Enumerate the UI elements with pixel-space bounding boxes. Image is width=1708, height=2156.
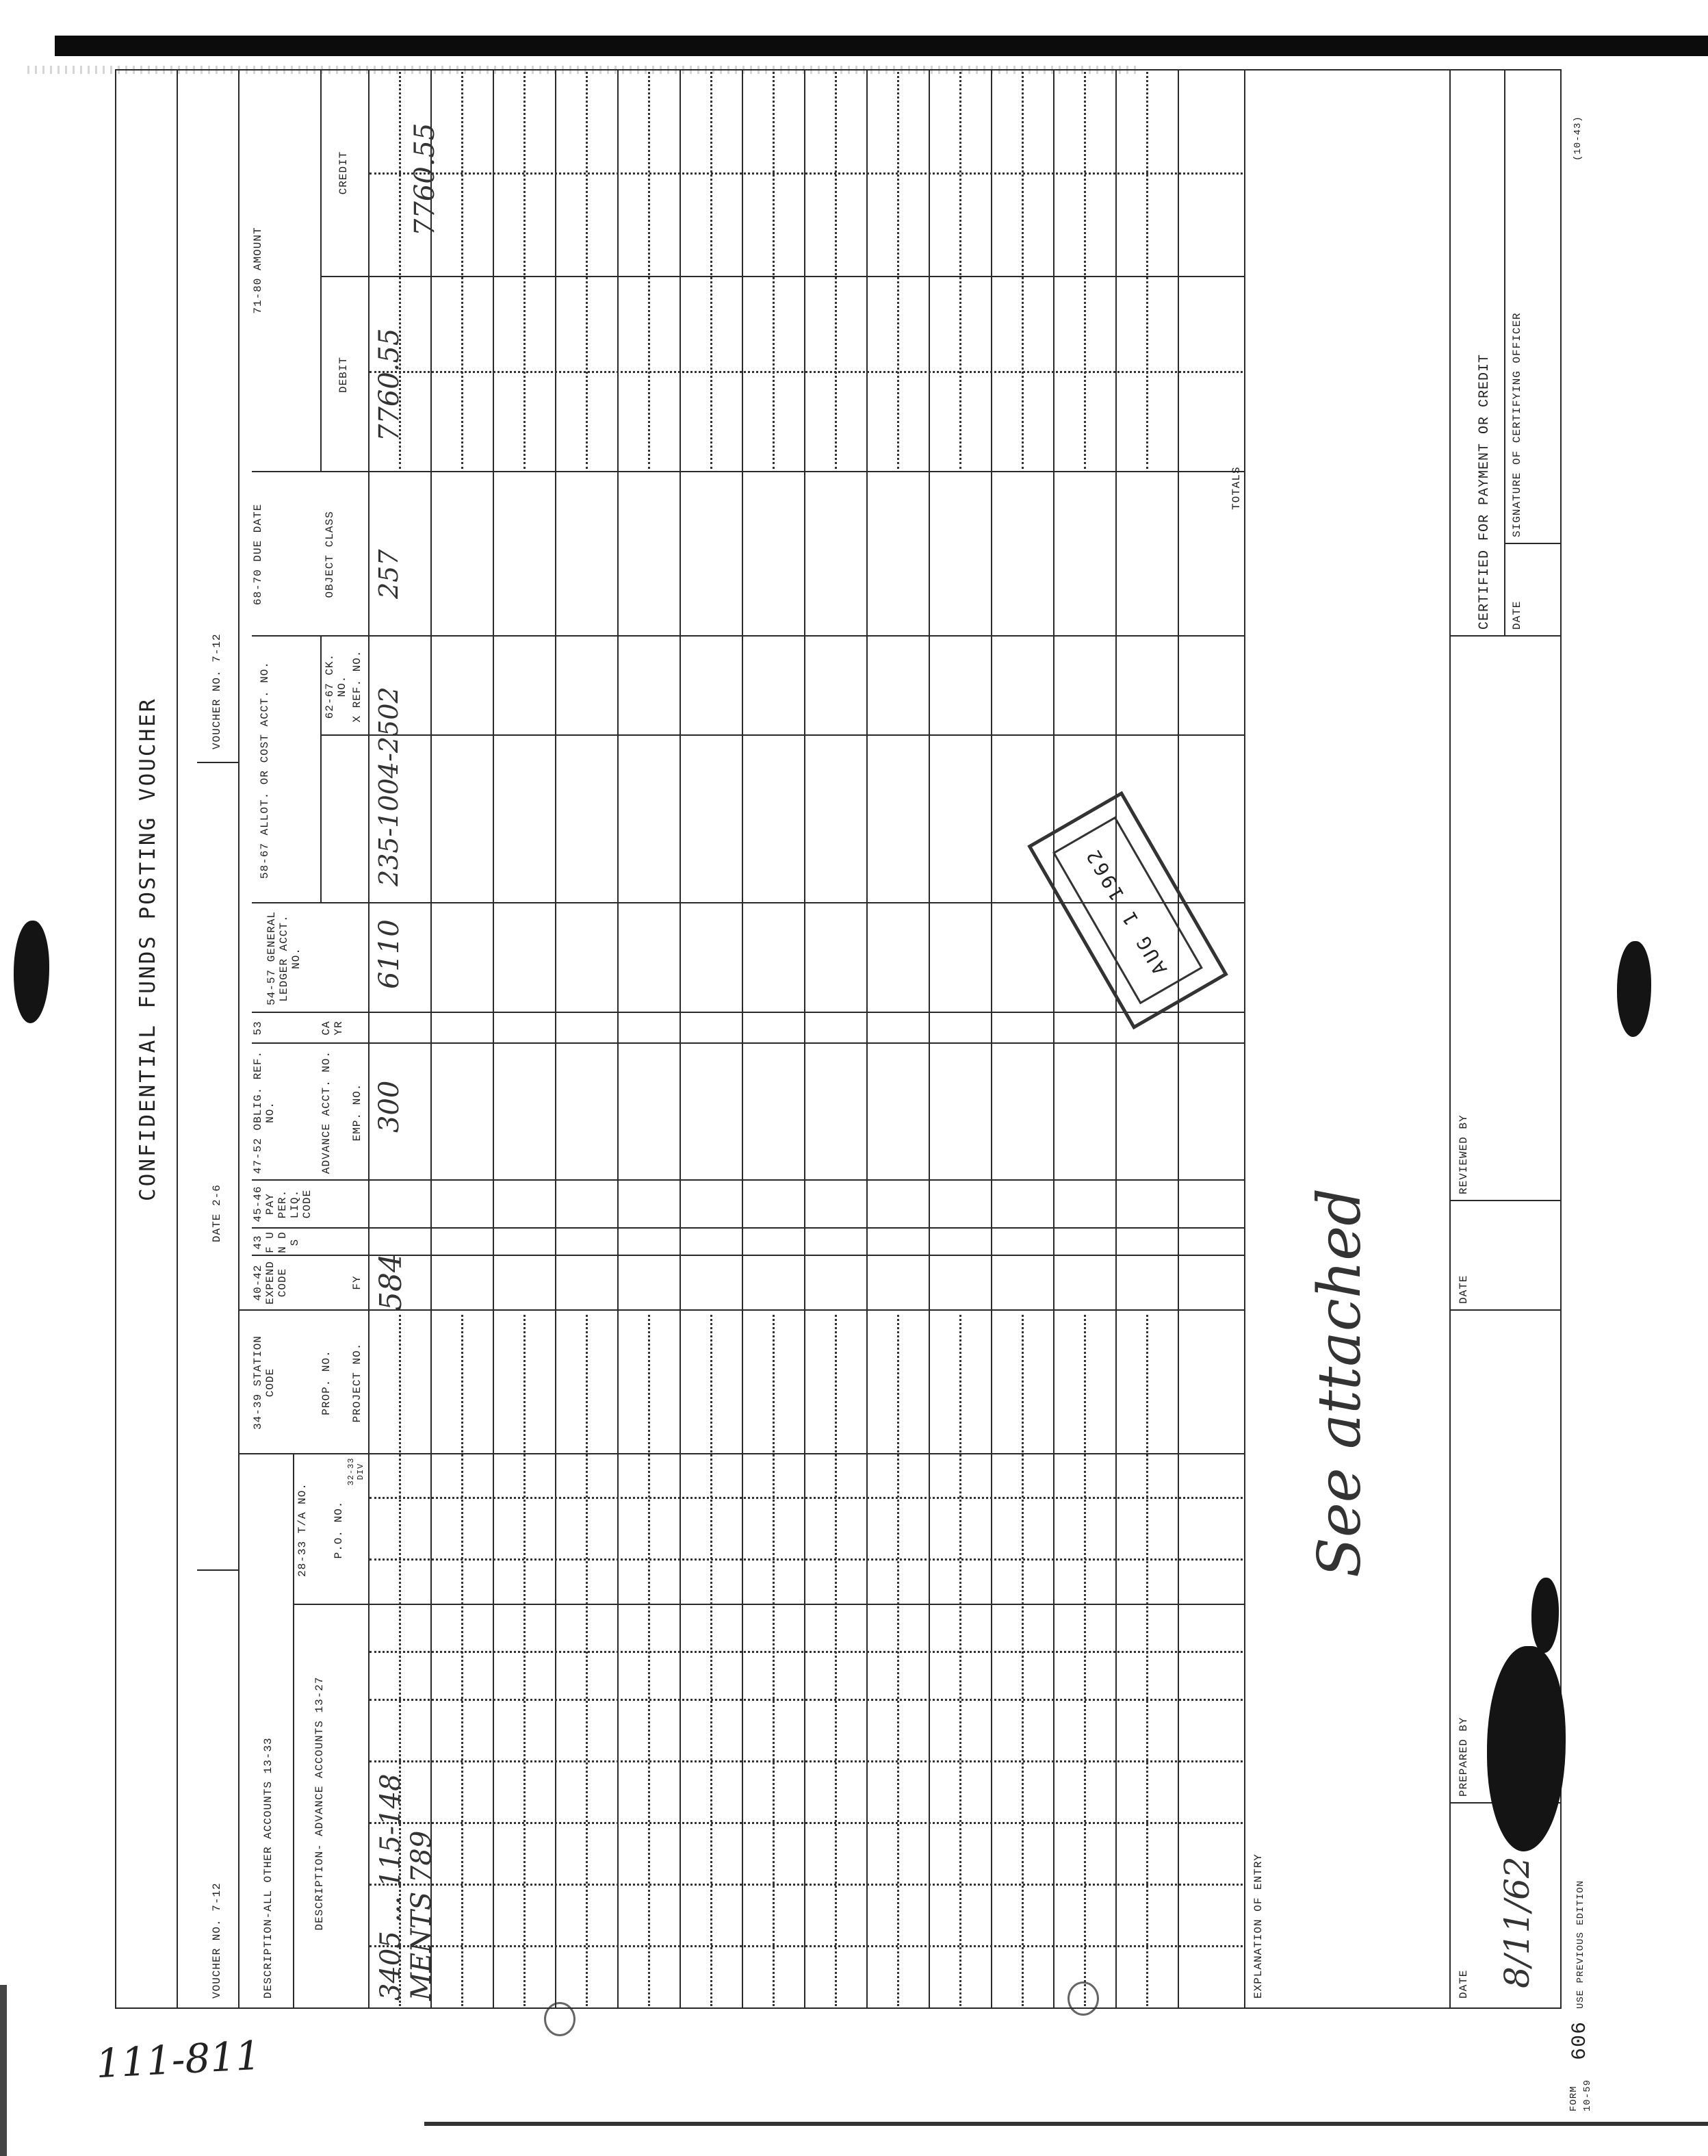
date-stamp	[1027, 791, 1228, 1029]
head-desc-advance: DESCRIPTION- ADVANCE ACCOUNTS 13-27	[313, 1676, 326, 1931]
row-dotted-guide	[586, 72, 588, 469]
row-dotted-guide	[773, 1315, 775, 2006]
head-object-class: OBJECT CLASS	[324, 511, 336, 598]
col-div-footer	[1449, 1309, 1562, 1311]
handwritten-explanation: See attached	[1306, 1188, 1374, 1578]
row-dotted-guide	[461, 72, 463, 469]
head-allot: 58-67 ALLOT. OR COST ACCT. NO.	[259, 660, 271, 880]
col-div	[252, 1227, 1244, 1229]
col-div-desc	[293, 1604, 1244, 1605]
handwritten-row2-description: MENTS 789	[406, 1830, 437, 2001]
head-project-no: PROJECT NO.	[351, 1342, 363, 1423]
row-dotted-guide	[710, 72, 712, 469]
handwritten-credit: 7760.55	[409, 123, 441, 236]
col-div	[252, 1179, 1244, 1181]
row-rule	[430, 69, 432, 2009]
row-rule	[617, 69, 619, 2009]
redaction-blot	[1487, 1646, 1566, 1851]
row-dotted-guide	[1146, 72, 1148, 469]
row-rule	[804, 69, 805, 2009]
date-label-2: DATE	[1458, 1274, 1470, 1304]
form-revision: 10-59	[1582, 2079, 1593, 2112]
explanation-label: EXPLANATION OF ENTRY	[1252, 1853, 1265, 1999]
head-ck-no: 62-67 CK. NO.	[324, 653, 348, 719]
reviewed-by-label: REVIEWED BY	[1458, 1114, 1470, 1194]
cert-date-label: DATE	[1511, 600, 1523, 630]
frame-top	[115, 69, 116, 2009]
row-dotted-guide	[1084, 72, 1086, 469]
row-dotted-guide	[959, 1315, 961, 2006]
head-amount: 71-80 AMOUNT	[252, 227, 264, 314]
date-stamp-text: AUG 1 1962	[1081, 843, 1172, 979]
head-advance-acct: ADVANCE ACCT. NO.	[320, 1050, 333, 1175]
column-dotted-guide	[370, 1497, 1243, 1499]
col-div	[252, 1012, 1244, 1013]
row-rule	[866, 69, 868, 2009]
column-dotted-guide	[370, 1945, 1243, 1947]
certified-label: CERTIFIED FOR PAYMENT OR CREDIT	[1477, 353, 1492, 630]
handwritten-prepared-date: 8/11/62	[1497, 1856, 1537, 1988]
column-dotted-guide	[370, 1822, 1243, 1824]
totals-label: TOTALS	[1230, 466, 1243, 510]
row-dotted-guide	[523, 72, 526, 469]
row-dotted-guide	[1022, 72, 1024, 469]
head-credit: CREDIT	[337, 151, 350, 195]
redaction-blot	[14, 921, 49, 1023]
column-dotted-guide	[370, 1558, 1243, 1561]
handwritten-allot-acct: 235-1004-2502	[374, 686, 404, 886]
row-dotted-guide	[897, 1315, 899, 2006]
row-rule	[1115, 69, 1117, 2009]
head-expend: 40-42 EXPEND CODE	[252, 1261, 289, 1305]
previous-edition-note: USE PREVIOUS EDITION	[1575, 1879, 1586, 2009]
row-rule	[555, 69, 556, 2009]
signature-label: SIGNATURE OF CERTIFYING OFFICER	[1511, 312, 1523, 537]
amount-dotted-guide	[370, 371, 1243, 373]
rule-column-heads	[368, 69, 370, 2009]
head-emp-no: EMP. NO.	[351, 1083, 363, 1142]
rule-sub-desc	[293, 1454, 294, 2009]
head-funds: 43 F U N D S	[252, 1231, 301, 1253]
frame-right	[115, 69, 1562, 70]
scan-bottom-rule	[424, 2122, 1708, 2126]
rule-explanation	[1244, 69, 1245, 2009]
rule-sub-allot	[320, 637, 322, 903]
row-rule	[493, 69, 494, 2009]
row-dotted-guide	[1022, 1315, 1024, 2006]
rule-sub-amount	[320, 69, 322, 472]
handwritten-gl-acct: 6110	[374, 919, 405, 989]
voucher-number-right: VOUCHER NO. 7-12	[211, 633, 223, 749]
handwritten-oblig-ref: 300	[374, 1080, 405, 1133]
col-div-footer	[1449, 635, 1562, 637]
row-dotted-guide	[1146, 1315, 1148, 2006]
frame-left	[115, 2007, 1562, 2009]
column-dotted-guide	[370, 1884, 1243, 1886]
head-ca-yr: CA YR	[320, 1021, 345, 1036]
column-dotted-guide	[370, 1760, 1243, 1762]
head-po-no: P.O. NO.	[333, 1500, 345, 1559]
form-number: 606	[1568, 2020, 1592, 2060]
col-div	[252, 471, 1244, 472]
row-dotted-guide	[523, 1315, 526, 2006]
head-pay: 45-46 PAY PER. LIQ. CODE	[252, 1185, 313, 1222]
rule-title	[177, 69, 178, 2009]
scan-left-edge	[0, 1985, 7, 2156]
rule-certified	[1504, 69, 1505, 637]
row-dotted-guide	[586, 1315, 588, 2006]
row-dotted-guide	[835, 72, 837, 469]
redaction-blot	[1617, 941, 1651, 1037]
scan-top-bar	[55, 36, 1708, 56]
row-dotted-guide	[959, 72, 961, 469]
row-dotted-guide	[648, 72, 650, 469]
handwritten-expend-code: 584	[374, 1253, 409, 1311]
col-div	[238, 1453, 1244, 1454]
row-dotted-guide	[461, 1315, 463, 2006]
handwritten-corner-number: 111-811	[94, 2031, 262, 2088]
col-div	[252, 1042, 1244, 1044]
row-rule	[680, 69, 681, 2009]
handwritten-debit: 7760.55	[374, 328, 405, 441]
form-title: CONFIDENTIAL FUNDS POSTING VOUCHER	[135, 697, 160, 1201]
row-rule	[1178, 69, 1179, 2009]
handwritten-object-class: 257	[374, 549, 404, 599]
column-dotted-guide	[370, 1651, 1243, 1653]
amount-dotted-guide	[370, 172, 1243, 175]
head-debit: DEBIT	[337, 357, 350, 394]
row-dotted-guide	[897, 72, 899, 469]
col-div	[320, 276, 1244, 277]
col-div-ckno	[320, 734, 1244, 736]
row-dotted-guide	[710, 1315, 712, 2006]
row-rule	[742, 69, 743, 2009]
handwritten-row1-description: 3405 ... 115-148	[375, 1773, 406, 2001]
head-prop-no: PROP. NO.	[320, 1350, 333, 1415]
head-xref: X REF. NO.	[351, 650, 363, 723]
column-dotted-guide	[370, 1699, 1243, 1701]
row-rule	[929, 69, 930, 2009]
col-div-footer	[1449, 1200, 1562, 1201]
redaction-blot	[1531, 1578, 1559, 1653]
rule-voucher	[238, 69, 240, 2009]
form-code: (10-43)	[1573, 116, 1583, 161]
head-ca-53: 53	[252, 1021, 264, 1036]
head-oblig: 47-52 OBLIG. REF. NO.	[252, 1050, 276, 1175]
row-dotted-guide	[648, 1315, 650, 2006]
row-dotted-guide	[835, 1315, 837, 2006]
head-div: 32-33 DIV	[346, 1457, 365, 1486]
row-rule	[1053, 69, 1054, 2009]
head-desc-other: DESCRIPTION-ALL OTHER ACCOUNTS 13-33	[262, 1737, 274, 1999]
voucher-date: DATE 2-6	[211, 1184, 223, 1242]
date-label: DATE	[1458, 1969, 1470, 1999]
head-station: 34-39 STATION CODE	[252, 1335, 276, 1430]
col-div-footer	[1504, 543, 1562, 544]
head-ta-no: 28-33 T/A NO.	[296, 1483, 309, 1577]
head-due-date: 68-70 DUE DATE	[252, 503, 264, 606]
head-fy: FY	[351, 1275, 363, 1290]
voucher-number-left: VOUCHER NO. 7-12	[211, 1882, 223, 1999]
col-div-date	[197, 1569, 238, 1571]
row-dotted-guide	[773, 72, 775, 469]
row-dotted-guide	[1084, 1315, 1086, 2006]
col-div	[252, 635, 1244, 637]
col-div-voucher	[197, 762, 238, 763]
prepared-by-label: PREPARED BY	[1458, 1717, 1470, 1797]
form-word: FORM	[1568, 2086, 1579, 2112]
head-general-ledger: 54-57 GENERAL LEDGER ACCT. NO.	[266, 911, 302, 1005]
row-rule	[991, 69, 992, 2009]
rule-signatures	[1449, 69, 1451, 2009]
